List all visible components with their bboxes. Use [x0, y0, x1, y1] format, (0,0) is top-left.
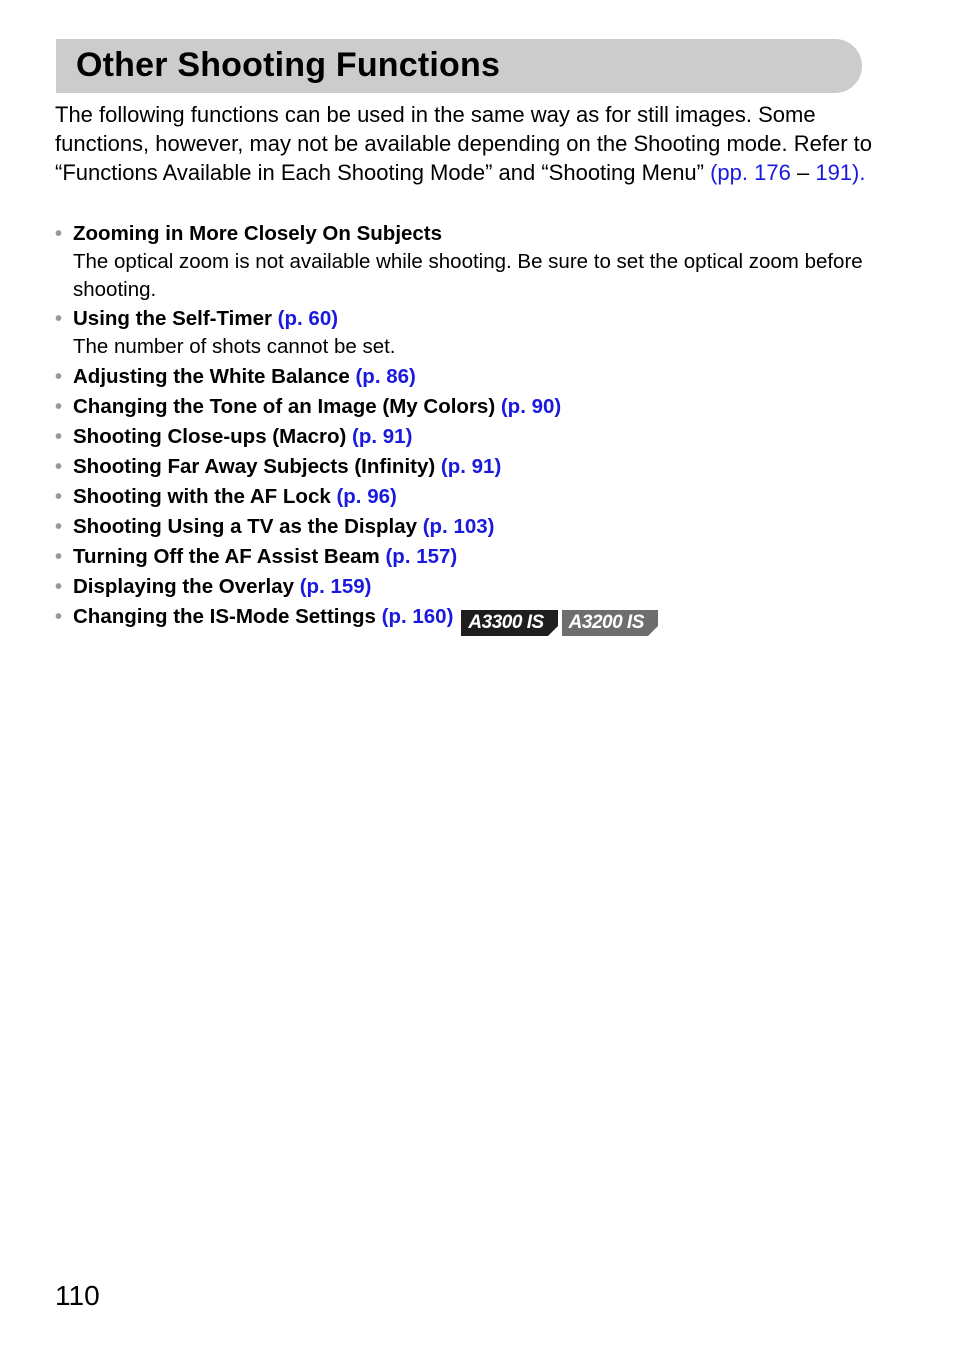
bullet-icon: • — [55, 545, 63, 568]
item-title — [73, 219, 885, 249]
item-title-text: Changing the Tone of an Image (My Colors) — [73, 394, 496, 418]
item-title — [73, 392, 885, 422]
page-ref-link[interactable]: (p. 159) — [299, 574, 372, 598]
list-item — [55, 362, 885, 392]
badge-corner-icon — [648, 626, 658, 636]
page-ref-link[interactable]: (p. 91) — [352, 424, 413, 448]
model-badge-a3200 — [562, 610, 658, 636]
item-title — [73, 602, 885, 637]
list-item — [55, 219, 885, 304]
bullet-icon: • — [55, 515, 63, 538]
bullet-icon: • — [55, 455, 63, 478]
item-title-text: Zooming in More Closely On Subjects — [73, 222, 443, 245]
item-title-text: Changing the IS-Mode Settings — [73, 604, 376, 628]
title-bar — [56, 39, 862, 93]
link-page-end[interactable]: 191 — [815, 160, 853, 185]
item-title-text: Shooting Using a TV as the Display — [73, 514, 417, 538]
list-item — [55, 602, 885, 637]
item-title — [73, 512, 885, 542]
item-title-text: Adjusting the White Balance — [73, 364, 350, 388]
item-title-text: Using the Self-Timer — [73, 307, 272, 330]
link-page-start[interactable]: 176 — [754, 160, 791, 185]
item-title-text: Shooting Close-ups (Macro) — [73, 424, 347, 448]
item-title — [73, 304, 885, 334]
function-list — [55, 219, 885, 637]
bullet-icon: • — [55, 575, 63, 598]
list-item — [55, 542, 885, 572]
model-badge-label: A3300 IS — [468, 611, 544, 633]
page-ref-link[interactable]: (p. 96) — [336, 484, 397, 508]
intro-pages-link[interactable] — [710, 160, 791, 185]
list-item — [55, 392, 885, 422]
item-title-text: Displaying the Overlay — [73, 574, 295, 598]
model-badges — [461, 607, 661, 637]
page-ref-link[interactable]: (p. 86) — [355, 364, 416, 388]
page-ref-link[interactable]: (p. 103) — [422, 514, 495, 538]
item-description: The optical zoom is not available while shooting. Be sure to set the optical zoom before shooting. — [73, 250, 863, 301]
item-description: The number of shots cannot be set. — [73, 335, 396, 358]
intro-paragraph — [55, 100, 885, 187]
link-close: ). — [852, 160, 866, 185]
bullet-icon: • — [55, 223, 63, 245]
item-title — [73, 542, 885, 572]
page-ref-link[interactable]: (p. 90) — [500, 394, 562, 418]
intro-text: The following functions can be used in the same way as for still images. Some functions, however, may not be available depending on the Shooting mode. Refer to “Functions Available in Each Shooting Mode” and “Shooting Menu” — [55, 102, 872, 185]
intro-pages-link-end[interactable] — [815, 160, 865, 185]
bullet-icon: • — [55, 395, 63, 418]
item-title-text: Shooting Far Away Subjects (Infinity) — [73, 454, 436, 478]
list-item — [55, 304, 885, 362]
link-open: (pp. — [710, 160, 755, 185]
page-ref-link[interactable]: (p. 160) — [381, 604, 454, 628]
model-badge-label: A3200 IS — [568, 611, 644, 633]
bullet-icon: • — [55, 425, 63, 448]
page-ref-link[interactable]: (p. 60) — [277, 307, 339, 330]
bullet-icon: • — [55, 485, 63, 508]
item-title — [73, 572, 885, 602]
item-title — [73, 362, 885, 392]
list-item — [55, 572, 885, 602]
bullet-icon: • — [55, 308, 63, 330]
bullet-icon: • — [55, 365, 63, 388]
list-item — [55, 512, 885, 542]
item-title — [73, 452, 885, 482]
model-badge-a3300 — [461, 610, 557, 636]
page-number: 110 — [55, 1280, 100, 1311]
item-title — [73, 422, 885, 452]
item-title — [73, 482, 885, 512]
item-title-text: Shooting with the AF Lock — [73, 484, 331, 508]
list-item — [55, 482, 885, 512]
page-title: Other Shooting Functions — [76, 46, 501, 84]
page-ref-link[interactable]: (p. 91) — [440, 454, 502, 478]
page-ref-link[interactable]: (p. 157) — [385, 544, 458, 568]
page-range-dash: – — [790, 160, 816, 185]
badge-corner-icon — [548, 626, 558, 636]
list-item — [55, 452, 885, 482]
bullet-icon: • — [55, 605, 63, 628]
list-item — [55, 422, 885, 452]
item-title-text: Turning Off the AF Assist Beam — [73, 544, 380, 568]
